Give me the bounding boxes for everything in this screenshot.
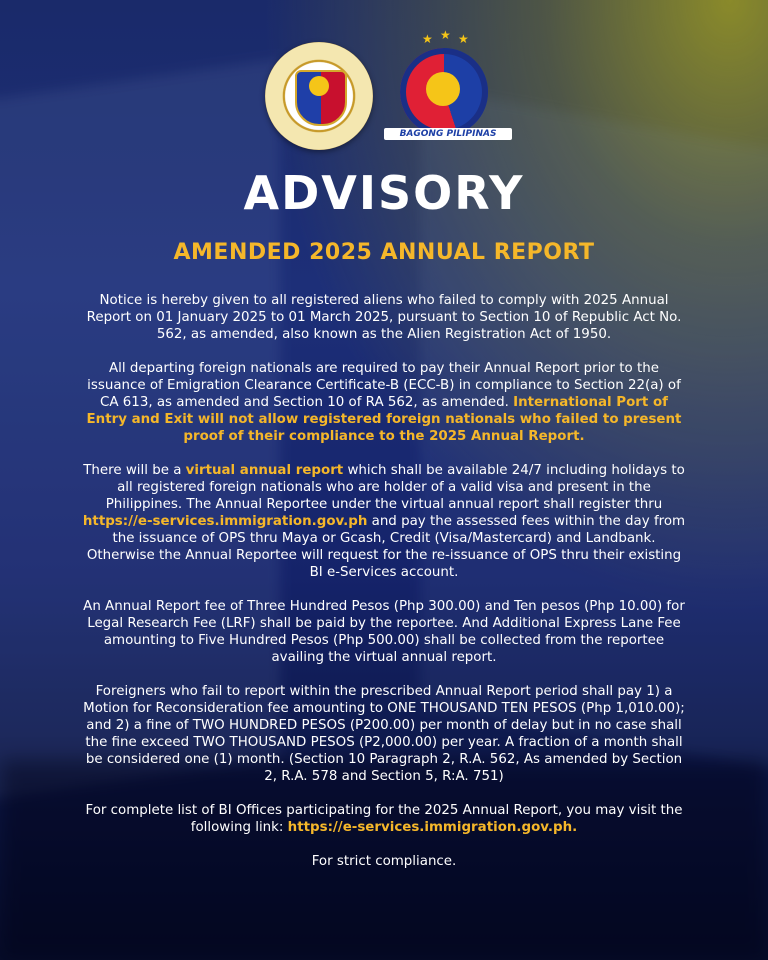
e-services-link-footer[interactable]: https://e-services.immigration.gov.ph.	[287, 820, 578, 835]
paragraph-virtual-report	[80, 462, 688, 581]
star-icon: ★	[458, 32, 469, 46]
virtual-annual-report-highlight: virtual annual report	[185, 463, 344, 478]
paragraph-notice: Notice is hereby given to all registered aliens who failed to comply with 2025 Annual Report on 01 January 2025 to 01 March 2025, pursuant to Section 10 of Republic Act No. 562, as amended, also known as the Alien Registration Act of 1950.	[86, 293, 682, 342]
bagong-pilipinas-label: BAGONG PILIPINAS	[384, 128, 512, 140]
page-subtitle: AMENDED 2025 ANNUAL REPORT	[173, 240, 595, 265]
paragraph-penalties: Foreigners who fail to report within the prescribed Annual Report period shall pay 1) a Motion for Reconsideration fee amounting to ONE THOUSAND TEN PESOS (Php 1,010.00); and 2) a fine of TWO HUNDRED PESOS (P200.00) per month of delay but in no case shall the fine exceed TWO THOUSAND PESOS (P2,000.00) per year. A fraction of a month shall be considered one (1) month. (Section 10 Paragraph 2, R.A. 562, As amended by Section 2, R.A. 578 and Section 5, R:A. 751)	[83, 684, 685, 784]
star-icon: ★	[440, 28, 451, 42]
paragraph-fees: An Annual Report fee of Three Hundred Pesos (Php 300.00) and Ten pesos (Php 10.00) for Legal Research Fee (LRF) shall be paid by the reportee. And Additional Express Lane Fee amounting to Five Hundred Pesos (Php 500.00) shall be collected from the reportee availing the virtual annual report.	[83, 599, 685, 665]
paragraph-offices	[80, 802, 688, 836]
paragraph-departing-text: All departing foreign nationals are required to pay their Annual Report prior to the issuance of Emigration Clearance Certificate-B (ECC-B) in compliance to Section 22(a) of CA 613, as amended and Section 10 of RA 562, as amended.	[87, 361, 681, 410]
advisory-body	[80, 292, 688, 887]
sun-icon	[426, 72, 460, 106]
paragraph-virtual-text-1: There will be a	[83, 463, 186, 478]
bureau-of-immigration-seal-icon	[265, 42, 373, 150]
paragraph-compliance: For strict compliance.	[311, 854, 457, 869]
e-services-link[interactable]: https://e-services.immigration.gov.ph	[82, 514, 368, 529]
bagong-pilipinas-logo	[392, 28, 504, 148]
paragraph-virtual-text-2: which shall be available 24/7 including holidays to all registered foreign nationals who are holder of a valid visa and present in the Philippines. The Annual Reportee under the virtual annual report shall register thru	[105, 463, 685, 512]
seal-sun-icon	[309, 76, 329, 96]
paragraph-departing-highlight: International Port of Entry and Exit will not allow registered foreign nationals who failed to present proof of their compliance to the 2025 Annual Report.	[86, 395, 682, 444]
paragraph-virtual-text-3: and pay the assessed fees within the day from the issuance of OPS thru Maya or Gcash, Credit (Visa/Mastercard) and Landbank. Otherwise the Annual Reportee will request for the re-issuance of OPS thru their existing BI e-Services account.	[86, 514, 686, 580]
page-title: ADVISORY	[243, 166, 525, 220]
star-icon: ★	[422, 32, 433, 46]
paragraph-offices-text: For complete list of BI Offices participating for the 2025 Annual Report, you may visit the following link:	[85, 803, 683, 835]
paragraph-departing	[80, 360, 688, 445]
header-logos	[0, 28, 768, 146]
